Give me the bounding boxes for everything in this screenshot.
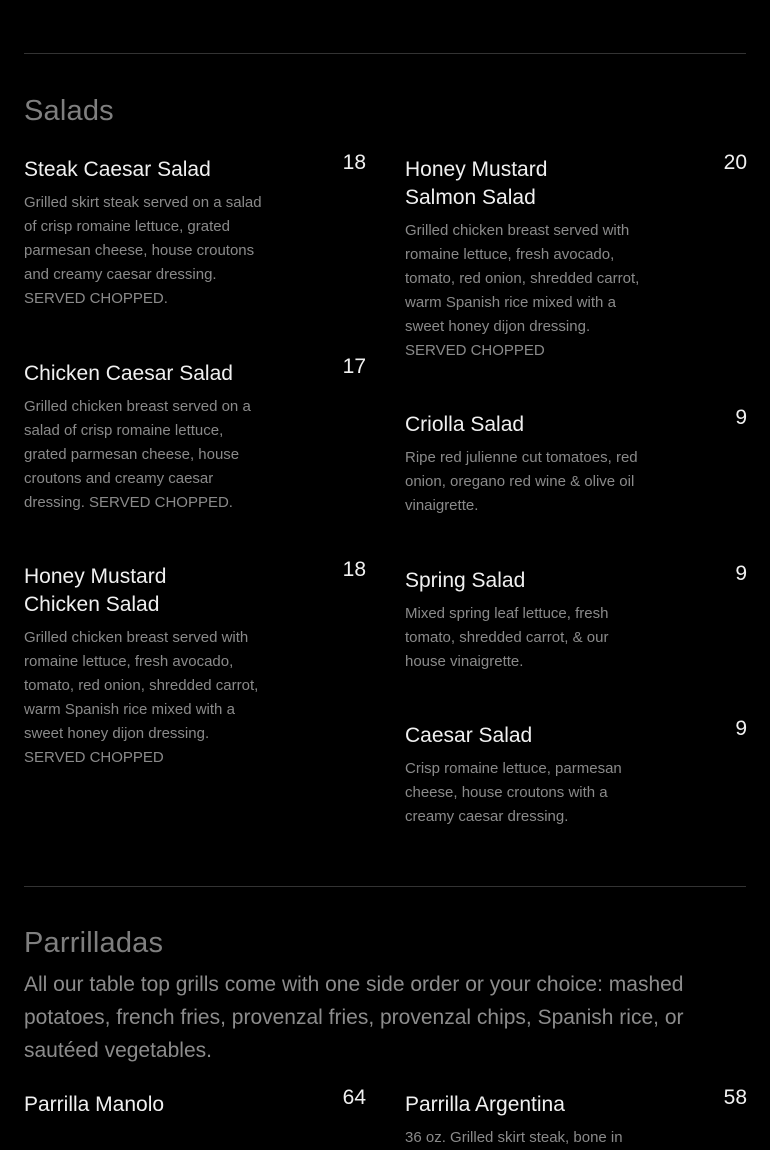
item-description: Grilled skirt steak served on a salad of crisp romaine lettuce, grated parmesan cheese, house croutons and creamy caesar dressing. SERVED CHOPPED. xyxy=(24,194,262,307)
item-description: Crisp romaine lettuce, parmesan cheese, house croutons with a creamy caesar dressing. xyxy=(405,760,622,825)
item-name: Honey Mustard Salmon Salad xyxy=(405,158,548,209)
item-price: 9 xyxy=(735,562,747,585)
menu-item-caesar-salad xyxy=(405,717,747,829)
item-name: Steak Caesar Salad xyxy=(24,158,211,181)
menu-item-parrilla-argentina xyxy=(405,1086,747,1150)
item-price: 20 xyxy=(723,151,747,174)
item-price: 64 xyxy=(342,1086,366,1109)
salads-section-title: Salads xyxy=(24,95,114,127)
parrilladas-section-title: Parrilladas xyxy=(24,927,164,959)
item-description: Mixed spring leaf lettuce, fresh tomato, shredded carrot, & our house vinaigrette. xyxy=(405,605,609,670)
top-divider xyxy=(24,53,746,54)
section-divider xyxy=(24,886,746,887)
menu-item-honey-mustard-salmon-salad xyxy=(405,151,747,363)
item-price: 17 xyxy=(342,355,366,378)
menu-item-parrilla-manolo xyxy=(24,1086,366,1119)
menu-item-chicken-caesar-salad xyxy=(24,355,366,515)
item-name: Parrilla Argentina xyxy=(405,1093,565,1116)
item-description: Grilled chicken breast served with romaine lettuce, fresh avocado, tomato, red onion, shredded carrot, warm Spanish rice mixed with a sweet honey dijon dressing. SERVED CHOPPED xyxy=(24,629,259,766)
item-name: Caesar Salad xyxy=(405,724,533,747)
item-price: 18 xyxy=(342,558,366,581)
item-name: Honey Mustard Chicken Salad xyxy=(24,565,167,616)
item-description: Grilled chicken breast served with romaine lettuce, fresh avocado, tomato, red onion, shredded carrot, warm Spanish rice mixed with a sweet honey dijon dressing. SERVED CHOPPED xyxy=(405,222,640,359)
item-name: Chicken Caesar Salad xyxy=(24,362,233,385)
item-price: 9 xyxy=(735,717,747,740)
menu-item-steak-caesar-salad xyxy=(24,151,366,311)
item-name: Spring Salad xyxy=(405,569,526,592)
item-price: 18 xyxy=(342,151,366,174)
item-description: Ripe red julienne cut tomatoes, red onion, oregano red wine & olive oil vinaigrette. xyxy=(405,449,638,514)
parrilladas-intro: All our table top grills come with one side order or your choice: mashed potatoes, french fries, provenzal fries, provenzal chips, Spanish rice, or sautéed vegetables. xyxy=(24,973,684,1062)
menu-item-spring-salad xyxy=(405,562,747,674)
item-price: 58 xyxy=(723,1086,747,1109)
item-price: 9 xyxy=(735,406,747,429)
item-name: Parrilla Manolo xyxy=(24,1093,165,1116)
item-name: Criolla Salad xyxy=(405,413,525,436)
menu-item-honey-mustard-chicken-salad xyxy=(24,558,366,770)
menu-item-criolla-salad xyxy=(405,406,747,518)
item-description: Grilled chicken breast served on a salad of crisp romaine lettuce, grated parmesan cheese, house croutons and creamy caesar dressing. SERVED CHOPPED. xyxy=(24,398,251,511)
item-description: 36 oz. Grilled skirt steak, bone in xyxy=(405,1129,623,1146)
